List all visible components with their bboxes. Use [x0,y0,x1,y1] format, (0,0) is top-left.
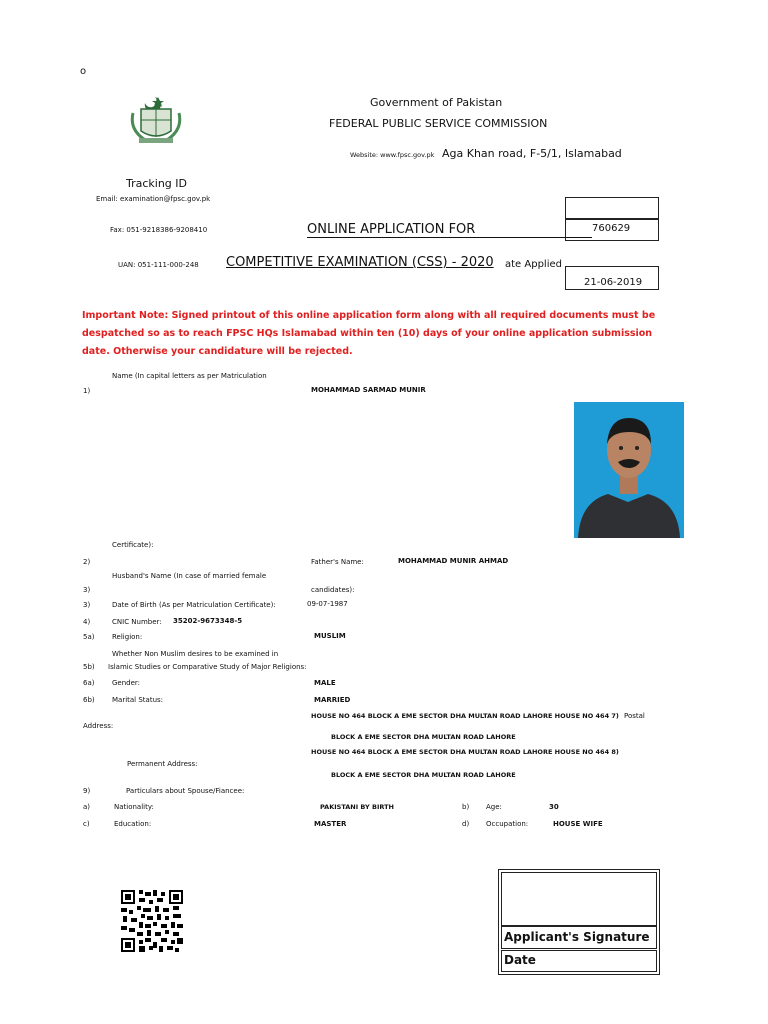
government-emblem-icon [125,93,187,145]
row-number: 9) [83,787,91,795]
occupation-label: Occupation: [486,820,529,828]
title-underline [307,237,592,238]
name-value: MOHAMMAD SARMAD MUNIR [311,386,426,394]
government-title: Government of Pakistan [370,96,503,109]
row-number: a) [83,803,91,811]
certificate-label: Certificate): [112,541,154,549]
fax-text: Fax: 051-9218386-9208410 [110,226,208,234]
candidates-label: candidates): [311,586,355,594]
spouse-particulars-label: Particulars about Spouse/Fiancee: [126,787,245,795]
row-number: b) [462,803,470,811]
permanent-address-line2: BLOCK A EME SECTOR DHA MULTAN ROAD LAHORE [331,771,516,779]
applicant-photo [574,402,684,538]
row-number: 6b) [83,696,95,704]
postal-address-line2: BLOCK A EME SECTOR DHA MULTAN ROAD LAHORE [331,733,516,741]
important-notice: Important Note: Signed printout of this online application form along with all required documents must be despatched so as to reach FPSC HQs Islamabad within ten (10) days of your online application submission date. Otherwise your candidature will be rejected. [82,310,656,357]
nonmuslim-label-1: Whether Non Muslim desires to be examined in [112,650,279,658]
bullet-mark: o [80,66,87,77]
education-value: MASTER [314,820,347,828]
uan-text: UAN: 051-111-000-248 [118,261,199,269]
tracking-id-label: Tracking ID [126,177,188,190]
postal-address-line1: HOUSE NO 464 BLOCK A EME SECTOR DHA MULTAN ROAD LAHORE HOUSE NO 464 7) [311,712,619,720]
commission-title: FEDERAL PUBLIC SERVICE COMMISSION [329,117,548,130]
row-number: 6a) [83,679,95,687]
religion-value: MUSLIM [314,632,346,640]
gender-value: MALE [314,679,336,687]
age-value: 30 [549,803,559,811]
qr-code-icon [121,890,183,952]
permanent-address-label: Permanent Address: [127,760,198,768]
occupation-value: HOUSE WIFE [553,820,603,828]
father-name-label: Father's Name: [311,558,364,566]
nationality-value: PAKISTANI BY BIRTH [320,803,394,811]
cnic-value: 35202-9673348-5 [173,617,243,625]
postal-label: Postal [624,712,645,720]
row-number: 2) [83,558,91,566]
email-text: Email: examination@fpsc.gov.pk [96,195,211,203]
row-number: 3) [83,601,91,609]
gender-label: Gender: [112,679,141,687]
website-label: Website: www.fpsc.gov.pk [350,151,435,159]
dob-label: Date of Birth (As per Matriculation Certificate): [112,601,276,609]
permanent-address-line1: HOUSE NO 464 BLOCK A EME SECTOR DHA MULTAN ROAD LAHORE HOUSE NO 464 8) [311,748,619,756]
office-address: Aga Khan road, F-5/1, Islamabad [442,147,622,160]
cnic-label: CNIC Number: [112,618,162,626]
row-number: c) [83,820,90,828]
row-number: 3) [83,586,91,594]
date-applied-label: ate Applied [505,259,562,270]
date-label: Date [504,953,536,967]
row-number: 1) [83,387,91,395]
marital-status-label: Marital Status: [112,696,164,704]
header-box-blank [565,197,659,219]
nonmuslim-label-2: Islamic Studies or Comparative Study of Major Religions: [108,663,307,671]
row-number: 5b) [83,663,95,671]
name-label: Name (In capital letters as per Matriculation [112,372,267,380]
husband-name-label: Husband's Name (In case of married female [112,572,267,580]
row-number: 5a) [83,633,95,641]
age-label: Age: [486,803,502,811]
row-number: d) [462,820,470,828]
date-applied-value: 21-06-2019 [584,277,643,288]
father-name-value: MOHAMMAD MUNIR AHMAD [398,557,509,565]
signature-label: Applicant's Signature [504,930,650,944]
dob-value: 09-07-1987 [307,600,348,608]
marital-status-value: MARRIED [314,696,351,704]
address-label: Address: [83,722,114,730]
education-label: Education: [114,820,152,828]
tracking-id-value: 760629 [592,223,631,234]
row-number: 4) [83,618,91,626]
religion-label: Religion: [112,633,143,641]
application-title-line1: ONLINE APPLICATION FOR [307,222,476,237]
signature-area [501,872,657,926]
nationality-label: Nationality: [114,803,154,811]
application-title-line2: COMPETITIVE EXAMINATION (CSS) - 2020 [226,255,494,270]
